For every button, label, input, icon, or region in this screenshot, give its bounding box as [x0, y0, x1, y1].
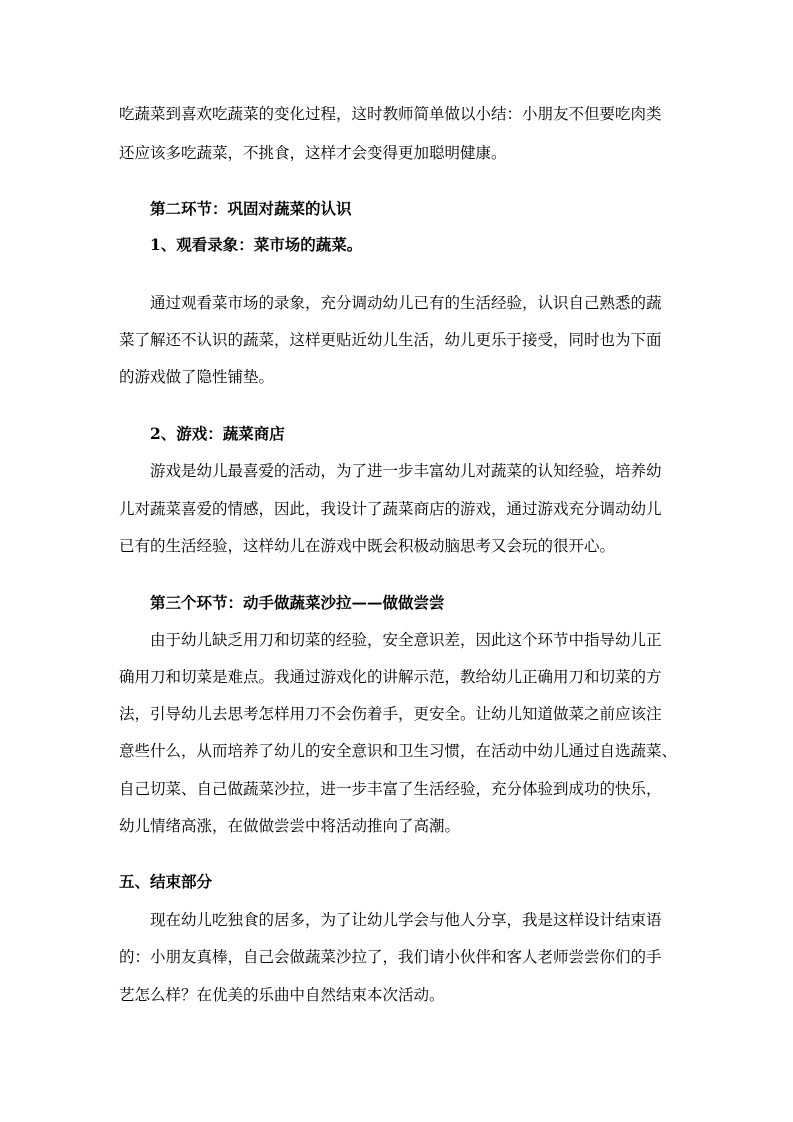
- text-line: 的游戏做了隐性铺垫。: [119, 368, 275, 386]
- subsection-heading: 1、观看录象：菜市场的蔬菜。: [150, 235, 363, 254]
- text-line: 由于幼儿缺乏用刀和切菜的经验，安全意识差，因此这个环节中指导幼儿正: [150, 631, 662, 649]
- section-heading: 第二环节：巩固对蔬菜的认识: [150, 199, 352, 218]
- text-line: 意些什么，从而培养了幼儿的安全意识和卫生习惯，在活动中幼儿通过自选蔬菜、: [119, 742, 678, 760]
- text-line: 吃蔬菜到喜欢吃蔬菜的变化过程，这时教师简单做以小结：小朋友不但要吃肉类: [119, 105, 662, 123]
- text-line: 现在幼儿吃独食的居多，为了让幼儿学会与他人分享，我是这样设计结束语: [150, 911, 662, 929]
- section-heading: 第三个环节：动手做蔬菜沙拉——做做尝尝: [150, 593, 445, 612]
- text-line: 游戏是幼儿最喜爱的活动，为了进一步丰富幼儿对蔬菜的认知经验，培养幼: [150, 462, 662, 480]
- text-line: 已有的生活经验，这样幼儿在游戏中既会积极动脑思考又会玩的很开心。: [119, 537, 616, 555]
- text-line: 还应该多吃蔬菜，不挑食，这样才会变得更加聪明健康。: [119, 144, 507, 162]
- subsection-heading: 2、游戏：蔬菜商店: [150, 424, 285, 443]
- text-line: 通过观看菜市场的录象，充分调动幼儿已有的生活经验，认识自己熟悉的蔬: [150, 294, 662, 312]
- text-line: 自己切菜、自己做蔬菜沙拉，进一步丰富了生活经验，充分体验到成功的快乐，: [119, 780, 662, 798]
- text-line: 幼儿情绪高涨，在做做尝尝中将活动推向了高潮。: [119, 817, 461, 835]
- text-line: 法，引导幼儿去思考怎样用刀不会伤着手，更安全。让幼儿知道做菜之前应该注: [119, 705, 662, 723]
- section-heading: 五、结束部分: [119, 872, 213, 891]
- text-line: 确用刀和切菜是难点。我通过游戏化的讲解示范，教给幼儿正确用刀和切菜的方: [119, 668, 662, 686]
- text-line: 菜了解还不认识的蔬菜，这样更贴近幼儿生活，幼儿更乐于接受，同时也为下面: [119, 331, 662, 349]
- text-line: 艺怎么样？在优美的乐曲中自然结束本次活动。: [119, 986, 445, 1004]
- text-line: 儿对蔬菜喜爱的情感，因此，我设计了蔬菜商店的游戏，通过游戏充分调动幼儿: [119, 500, 662, 518]
- text-line: 的：小朋友真棒，自己会做蔬菜沙拉了，我们请小伙伴和客人老师尝尝你们的手: [119, 948, 662, 966]
